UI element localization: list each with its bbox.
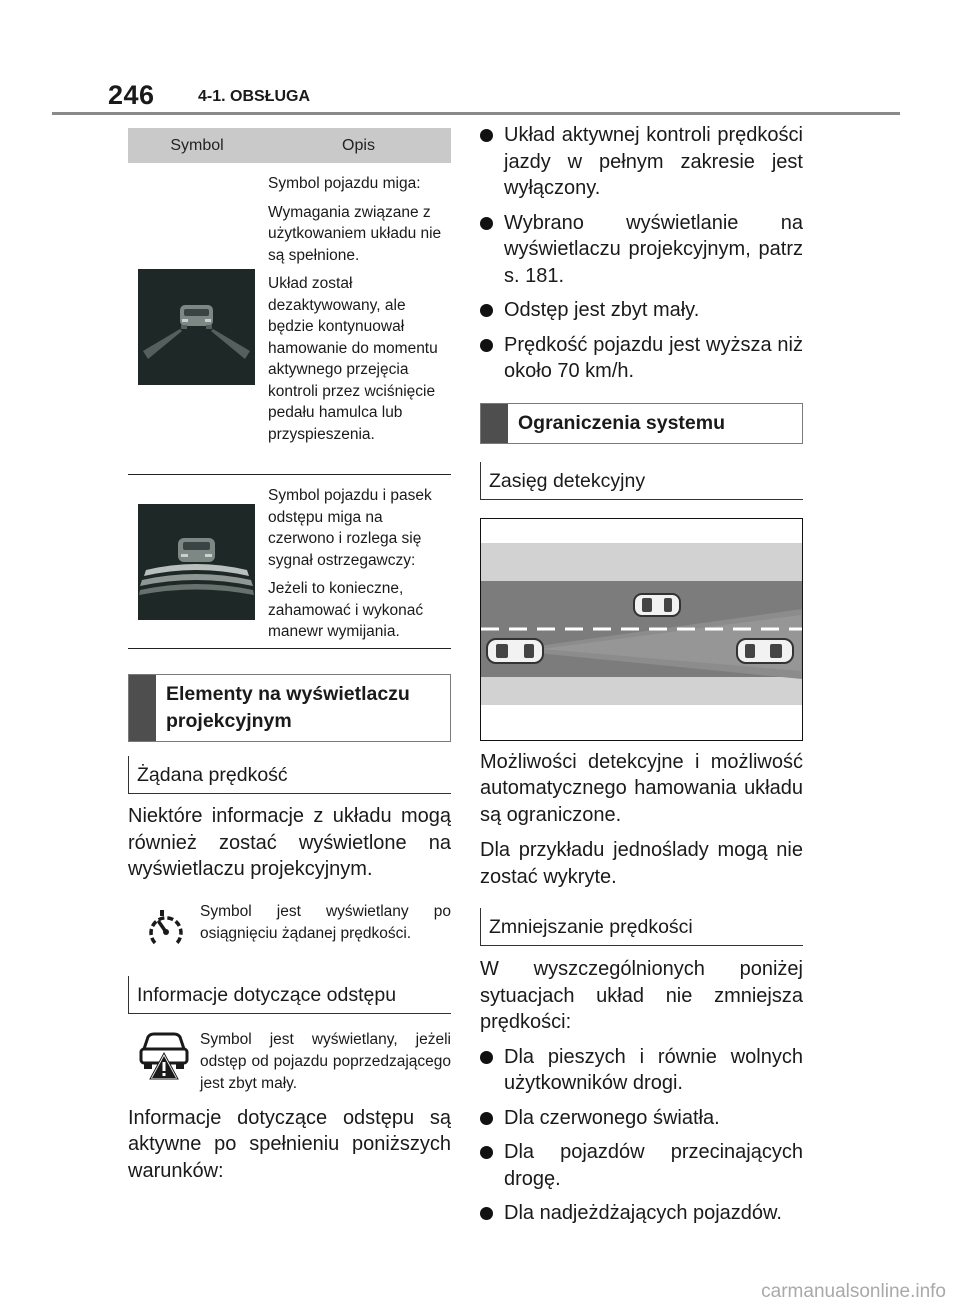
bullet-icon	[480, 304, 493, 317]
bullet-icon	[480, 1146, 493, 1159]
condition-list	[480, 122, 803, 385]
paragraph: Możliwości detekcyjne i możliwość automatycznego hamowania układu są ograniczone.	[480, 750, 803, 826]
icon-description: Symbol jest wyświetlany po osiągnięciu żądanej prędkości.	[200, 902, 451, 942]
description-text: Symbol pojazdu i pasek odstępu miga na czerwono i rozlega się sygnał ostrzegawczy:	[268, 487, 432, 569]
icon-row	[128, 901, 451, 956]
situation-list	[480, 1044, 803, 1227]
table-cell-symbol	[128, 475, 266, 648]
list-item-text: Dla czerwonego światła.	[504, 1106, 720, 1129]
description-text: Układ został dezaktywowany, ale będzie kontynuował hamowanie do momentu aktywnego przejęcia kontroli przez wciśnięcie pedału hamulca lub przyspieszenia.	[268, 275, 438, 443]
list-item	[480, 1105, 803, 1132]
subheading: Zasięg detekcyjny	[480, 462, 803, 500]
list-item	[480, 1200, 803, 1227]
list-item-text: Dla pieszych i równie wolnych użytkowników drogi.	[504, 1045, 803, 1094]
table-header	[128, 128, 451, 163]
car-icon	[634, 594, 680, 616]
paragraph: Niektóre informacje z układu mogą również zostać wyświetlone na wyświetlaczu projekcyjnym.	[128, 805, 451, 880]
speedometer-icon	[146, 909, 186, 951]
watermark: carmanualsonline.info	[761, 1281, 946, 1302]
subheading: Zmniejszanie prędkości	[480, 908, 803, 946]
icon-container	[128, 901, 200, 956]
list-item	[480, 1139, 803, 1192]
car-lane-icon	[138, 269, 255, 385]
heading-bar	[129, 675, 156, 741]
car-icon	[487, 639, 543, 663]
bullet-icon	[480, 339, 493, 352]
symbol-table	[128, 128, 451, 649]
icon-row	[128, 1029, 451, 1095]
bullet-icon	[480, 1051, 493, 1064]
list-item	[480, 297, 803, 324]
page-number: 246	[108, 80, 155, 110]
subheading: Informacje dotyczące odstępu	[128, 976, 451, 1014]
heading-bar	[481, 404, 508, 443]
section-title: 4-1. OBSŁUGA	[198, 88, 311, 105]
list-item	[480, 210, 803, 290]
section-heading-text: Ograniczenia systemu	[518, 411, 725, 434]
list-item-text: Dla nadjeżdżających pojazdów.	[504, 1202, 782, 1224]
header-divider	[52, 112, 900, 115]
section-heading	[480, 403, 803, 444]
detection-range-figure	[480, 518, 803, 741]
bullet-icon	[480, 1207, 493, 1220]
page-header	[108, 78, 904, 114]
description-text: Jeżeli to konieczne, zahamować i wykonać manewr wymijania.	[268, 580, 424, 640]
car-icon	[737, 639, 793, 663]
list-item	[480, 122, 803, 202]
description-text: Symbol pojazdu miga:	[268, 175, 421, 192]
paragraph: Informacje dotyczące odstępu są aktywne po spełnieniu poniższych warunków:	[128, 1106, 451, 1182]
list-item-text: Prędkość pojazdu jest wyższa niż około 70 km/h.	[504, 333, 803, 382]
description-text: Wymagania związane z użytkowaniem układu nie są spełnione.	[268, 203, 442, 264]
list-item-text: Układ aktywnej kontroli prędkości jazdy w pełnym zakresie jest wyłączony.	[504, 124, 803, 199]
list-item	[480, 1044, 803, 1097]
section-heading	[128, 674, 451, 742]
table-header-description: Opis	[342, 136, 375, 154]
car-distance-warning-icon	[138, 504, 255, 620]
table-row	[128, 163, 451, 475]
list-item	[480, 332, 803, 385]
table-cell-description	[266, 163, 451, 474]
icon-container	[128, 1029, 200, 1086]
bullet-icon	[480, 217, 493, 230]
list-item-text: Odstęp jest zbyt mały.	[504, 299, 700, 321]
paragraph: W wyszczególnionych poniżej sytuacjach układ nie zmniejsza prędkości:	[480, 958, 803, 1033]
bullet-icon	[480, 129, 493, 142]
list-item-text: Dla pojazdów przecinających drogę.	[504, 1141, 803, 1190]
icon-description: Symbol jest wyświetlany, jeżeli odstęp od pojazdu poprzedzającego jest zbyt mały.	[200, 1030, 451, 1092]
left-column	[128, 128, 451, 1184]
paragraph: Dla przykładu jednoślady mogą nie zostać wykryte.	[480, 839, 803, 888]
table-row	[128, 475, 451, 649]
table-header-symbol: Symbol	[170, 136, 224, 154]
table-cell-symbol	[128, 163, 266, 474]
subheading: Żądana prędkość	[128, 756, 451, 794]
table-cell-description	[266, 475, 451, 648]
car-warning-icon	[138, 1031, 190, 1081]
list-item-text: Wybrano wyświetlanie na wyświetlaczu projekcyjnym, patrz s. 181.	[504, 211, 803, 287]
section-heading-text: Elementy na wyświetlaczu projekcyjnym	[166, 683, 410, 732]
bullet-icon	[480, 1112, 493, 1125]
right-column	[480, 122, 803, 1235]
